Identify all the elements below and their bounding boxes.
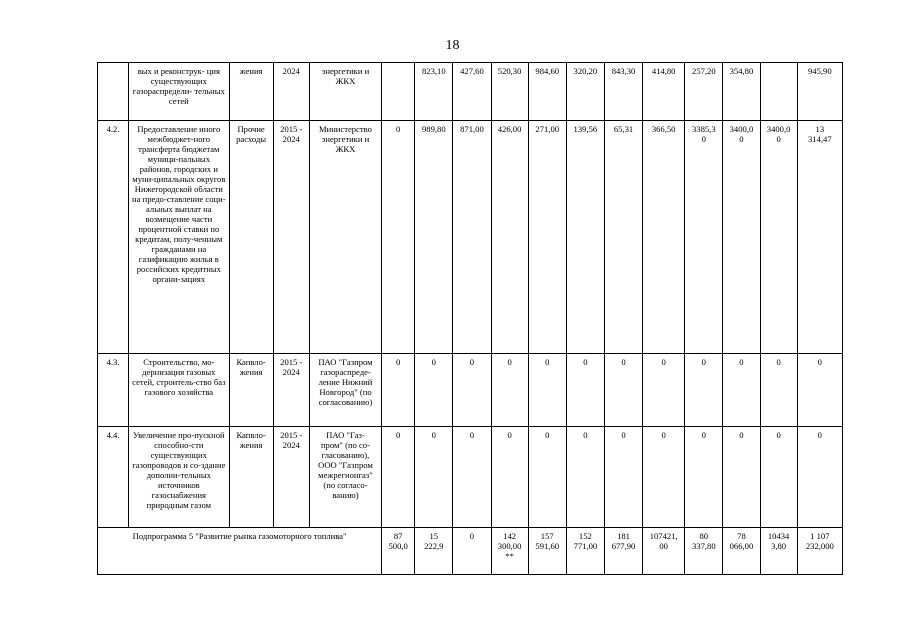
value-cell: 366,50 — [643, 121, 685, 354]
expense-type: Прочие расходы — [229, 121, 273, 354]
value-cell: 0 — [643, 354, 685, 427]
value-cell: 945,90 — [797, 63, 842, 121]
program-table — [97, 62, 843, 575]
row-number: 4.4. — [98, 427, 129, 528]
measure-name: Предоставление иного межбюджет-ного трансферта бюджетам муници-пальных районов, городских и муни-ципальных округов Нижегородской области на предо-ставление соци-альных выплат на возмещение части процентной ставки по кредитам, полу-ченным гражданами на газификацию жилья в российских кредитных органи-зациях — [129, 121, 229, 354]
value-cell: 13 314,47 — [797, 121, 842, 354]
executor: ПАО "Газ- пром" (по со- гласованию), ООО "Газпром межрегионгаз" (по согласо- ванию) — [309, 427, 381, 528]
expense-type: жения — [229, 63, 273, 121]
value-cell: 0 — [604, 427, 642, 528]
subprogram-value: 157 591,60 — [528, 528, 566, 575]
value-cell: 0 — [415, 427, 453, 528]
period: 2015 - 2024 — [273, 121, 309, 354]
executor: Министерство энергетики и ЖКХ — [309, 121, 381, 354]
subprogram-value: 152 771,00 — [566, 528, 604, 575]
table-row — [98, 63, 843, 121]
value-cell: 3400,0 0 — [760, 121, 797, 354]
subprogram-label: Подпрограмма 5 "Развитие рынка газомоторного топлива" — [98, 528, 382, 575]
value-cell: 320,20 — [566, 63, 604, 121]
subprogram-value: 142 300,00 ** — [491, 528, 528, 575]
value-cell: 65,31 — [604, 121, 642, 354]
page-number: 18 — [445, 38, 460, 53]
measure-name: Увеличение про-пускной способно-сти существующих газопроводов и со-здание дополни-тельных источников газоснабжения природным газом — [129, 427, 229, 528]
subprogram-value: 80 337,80 — [685, 528, 723, 575]
period: 2015 - 2024 — [273, 354, 309, 427]
value-cell: 0 — [453, 427, 491, 528]
value-cell: 139,56 — [566, 121, 604, 354]
value-cell: 0 — [528, 427, 566, 528]
value-cell: 427,60 — [453, 63, 491, 121]
value-cell: 843,30 — [604, 63, 642, 121]
executor: энергетики и ЖКХ — [309, 63, 381, 121]
value-cell: 0 — [528, 354, 566, 427]
value-cell: 0 — [643, 427, 685, 528]
expense-type: Капвло- жения — [229, 354, 273, 427]
value-cell: 0 — [685, 354, 723, 427]
value-cell: 271,00 — [528, 121, 566, 354]
period: 2024 — [273, 63, 309, 121]
value-cell: 0 — [760, 427, 797, 528]
row-number: 4.3. — [98, 354, 129, 427]
row-number — [98, 63, 129, 121]
executor: ПАО "Газпром газораспреде- ление Нижний Новгород" (по согласованию) — [309, 354, 381, 427]
subprogram-value: 78 066,00 — [723, 528, 760, 575]
measure-name: вых и реконструк- ция существующих газораспредели- тельных сетей — [129, 63, 229, 121]
value-cell: 0 — [382, 121, 415, 354]
value-cell — [382, 63, 415, 121]
period: 2015 - 2024 — [273, 427, 309, 528]
value-cell: 0 — [723, 354, 760, 427]
value-cell: 0 — [566, 354, 604, 427]
value-cell: 0 — [723, 427, 760, 528]
table-row — [98, 427, 843, 528]
value-cell: 354,80 — [723, 63, 760, 121]
subprogram-row — [98, 528, 843, 575]
value-cell: 426,00 — [491, 121, 528, 354]
table-row — [98, 354, 843, 427]
value-cell: 0 — [382, 427, 415, 528]
value-cell: 823,10 — [415, 63, 453, 121]
value-cell: 3385,3 0 — [685, 121, 723, 354]
value-cell: 0 — [604, 354, 642, 427]
value-cell: 257,20 — [685, 63, 723, 121]
value-cell: 0 — [453, 354, 491, 427]
value-cell: 0 — [797, 354, 842, 427]
value-cell: 0 — [760, 354, 797, 427]
value-cell: 0 — [382, 354, 415, 427]
value-cell: 0 — [491, 427, 528, 528]
subprogram-value: 107421, 00 — [643, 528, 685, 575]
value-cell: 0 — [415, 354, 453, 427]
subprogram-value: 87 500,0 — [382, 528, 415, 575]
table-row — [98, 121, 843, 354]
subprogram-value: 181 677,90 — [604, 528, 642, 575]
value-cell: 0 — [491, 354, 528, 427]
expense-type: Капвло- жения — [229, 427, 273, 528]
subprogram-value: 0 — [453, 528, 491, 575]
subprogram-value: 15 222,9 — [415, 528, 453, 575]
value-cell: 0 — [797, 427, 842, 528]
row-number: 4.2. — [98, 121, 129, 354]
value-cell — [760, 63, 797, 121]
subprogram-value: 10434 3,80 — [760, 528, 797, 575]
value-cell: 984,60 — [528, 63, 566, 121]
value-cell: 0 — [685, 427, 723, 528]
measure-name: Строительство, мо-дернизация газовых сетей, строитель-ство баз газового хозяйства — [129, 354, 229, 427]
value-cell: 0 — [566, 427, 604, 528]
value-cell: 520,30 — [491, 63, 528, 121]
subprogram-value: 1 107 232,000 — [797, 528, 842, 575]
value-cell: 3400,0 0 — [723, 121, 760, 354]
value-cell: 989,80 — [415, 121, 453, 354]
value-cell: 871,00 — [453, 121, 491, 354]
value-cell: 414,80 — [643, 63, 685, 121]
